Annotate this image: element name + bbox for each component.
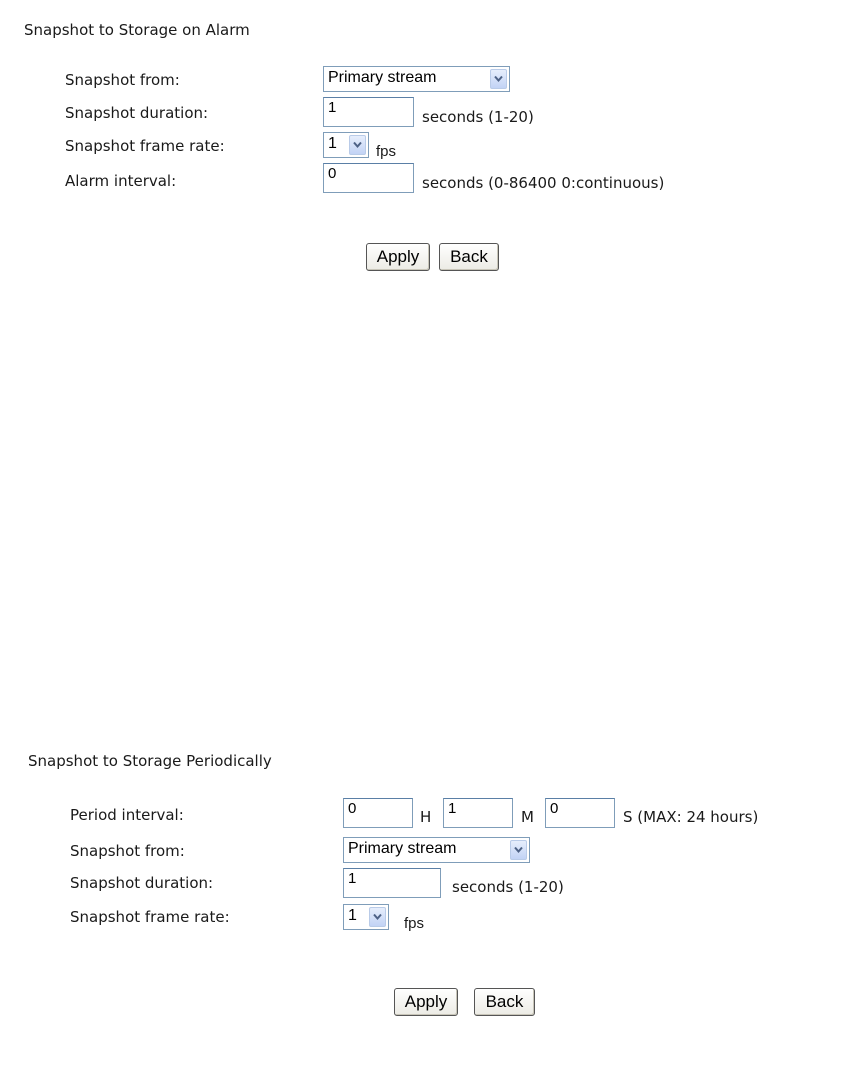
periodic-frame-rate-value: 1 <box>348 907 357 924</box>
periodic-duration-input[interactable]: 1 <box>343 868 441 898</box>
alarm-snapshot-from-label: Snapshot from: <box>65 71 180 89</box>
periodic-duration-unit: seconds (1-20) <box>452 878 564 896</box>
period-minutes-unit: M <box>521 808 534 826</box>
alarm-section-title: Snapshot to Storage on Alarm <box>24 21 250 39</box>
alarm-frame-rate-label: Snapshot frame rate: <box>65 137 225 155</box>
alarm-duration-label: Snapshot duration: <box>65 104 209 122</box>
periodic-snapshot-from-value: Primary stream <box>348 840 457 857</box>
periodic-duration-label: Snapshot duration: <box>70 874 214 892</box>
alarm-frame-rate-value: 1 <box>328 135 337 152</box>
chevron-down-icon[interactable] <box>510 840 527 860</box>
chevron-down-icon[interactable] <box>349 135 366 155</box>
period-hours-unit: H <box>420 808 432 826</box>
alarm-back-button[interactable]: Back <box>439 243 499 271</box>
alarm-duration-input[interactable]: 1 <box>323 97 414 127</box>
periodic-frame-rate-unit: fps <box>404 915 425 932</box>
alarm-apply-button[interactable]: Apply <box>366 243 430 271</box>
periodic-apply-button[interactable]: Apply <box>394 988 458 1016</box>
periodic-snapshot-panel <box>0 716 866 1078</box>
periodic-frame-rate-select[interactable] <box>343 904 389 930</box>
periodic-snapshot-from-select[interactable] <box>343 837 530 863</box>
period-hours-input[interactable]: 0 <box>343 798 413 828</box>
periodic-snapshot-from-label: Snapshot from: <box>70 842 185 860</box>
alarm-frame-rate-unit: fps <box>376 143 397 160</box>
chevron-down-icon[interactable] <box>490 69 507 89</box>
alarm-frame-rate-select[interactable] <box>323 132 369 158</box>
periodic-section-title: Snapshot to Storage Periodically <box>28 752 272 770</box>
alarm-snapshot-from-select[interactable] <box>323 66 510 92</box>
chevron-down-icon[interactable] <box>369 907 386 927</box>
periodic-back-button[interactable]: Back <box>474 988 535 1016</box>
alarm-interval-input[interactable]: 0 <box>323 163 414 193</box>
periodic-frame-rate-label: Snapshot frame rate: <box>70 908 230 926</box>
alarm-duration-unit: seconds (1-20) <box>422 108 534 126</box>
period-seconds-unit: S (MAX: 24 hours) <box>623 808 759 826</box>
alarm-interval-label: Alarm interval: <box>65 172 177 190</box>
period-seconds-input[interactable]: 0 <box>545 798 615 828</box>
period-interval-label: Period interval: <box>70 806 184 824</box>
period-minutes-input[interactable]: 1 <box>443 798 513 828</box>
alarm-snapshot-from-value: Primary stream <box>328 69 437 86</box>
alarm-interval-unit: seconds (0-86400 0:continuous) <box>422 174 665 192</box>
